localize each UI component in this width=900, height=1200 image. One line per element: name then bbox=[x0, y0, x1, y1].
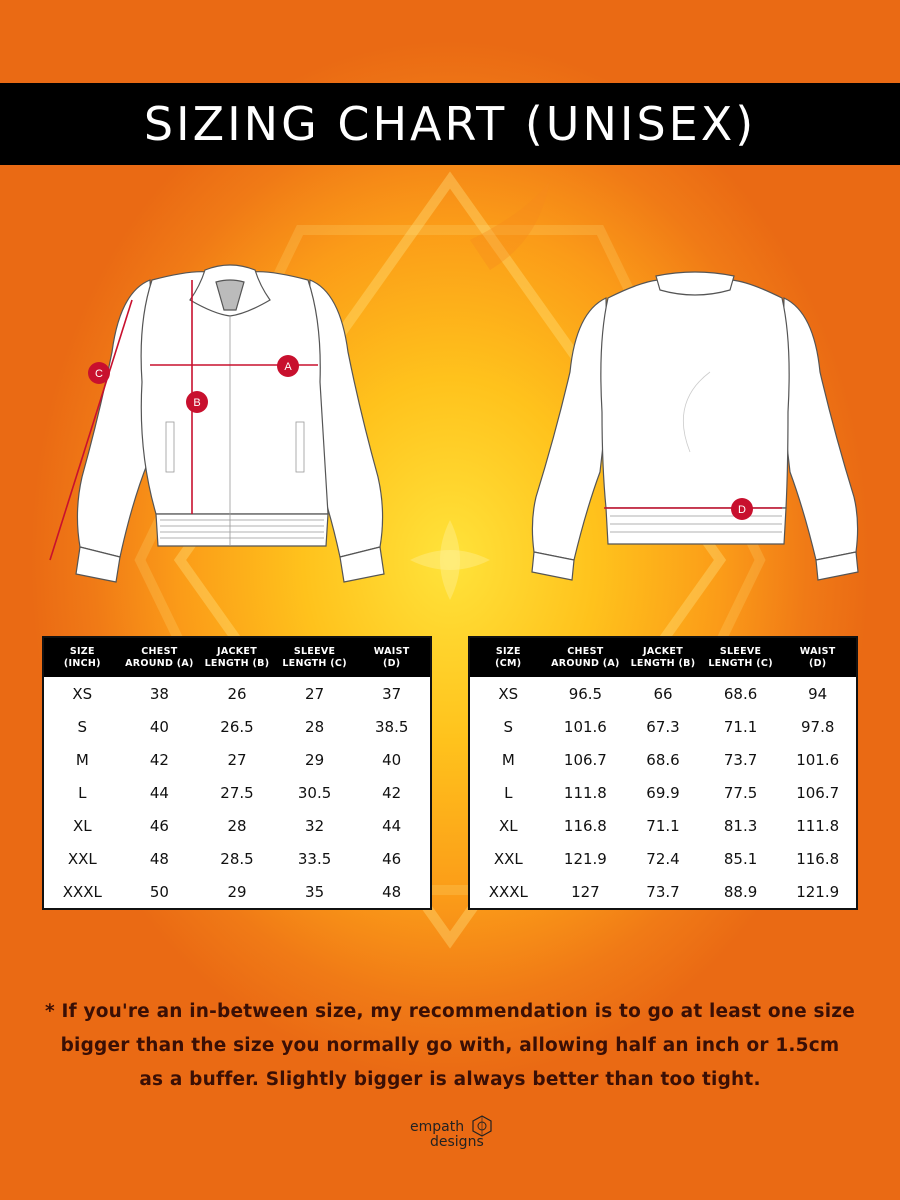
table-row bbox=[43, 710, 431, 743]
cell: S bbox=[503, 717, 514, 736]
svg-text:D: D bbox=[738, 504, 746, 516]
cell: XL bbox=[498, 817, 518, 836]
cell: 116.8 bbox=[796, 850, 840, 869]
table-row bbox=[469, 677, 857, 710]
cell: 48 bbox=[382, 882, 402, 901]
cell: 48 bbox=[149, 850, 169, 869]
svg-text:B: B bbox=[193, 397, 201, 409]
cell: 111.8 bbox=[563, 783, 607, 802]
header-sleeve-length: SLEEVE LENGTH (C) bbox=[276, 637, 354, 677]
cell: XXL bbox=[67, 850, 97, 869]
cell: M bbox=[501, 750, 515, 769]
header-jacket-length: JACKET LENGTH (B) bbox=[624, 637, 702, 677]
brand-name: empath bbox=[410, 1119, 465, 1135]
table-row bbox=[469, 876, 857, 909]
svg-text:C: C bbox=[95, 368, 103, 380]
table-row bbox=[469, 843, 857, 876]
table-row bbox=[469, 776, 857, 809]
cell: 85.1 bbox=[723, 850, 758, 869]
cell: 72.4 bbox=[646, 850, 680, 869]
brand-tagline: designs bbox=[430, 1134, 484, 1150]
cell: 66 bbox=[653, 684, 673, 703]
cell: 97.8 bbox=[800, 717, 835, 736]
cell: 106.7 bbox=[796, 783, 840, 802]
cell: 33.5 bbox=[297, 850, 332, 869]
cell: 40 bbox=[149, 717, 169, 736]
table-row bbox=[43, 876, 431, 909]
note-line: * If you're an in-between size, my recommendation is to go at least one size bbox=[44, 1001, 856, 1022]
cell: XXXL bbox=[488, 882, 528, 901]
cell: 30.5 bbox=[297, 783, 332, 802]
cell: 38 bbox=[149, 684, 169, 703]
table-row bbox=[469, 743, 857, 776]
brand-logo bbox=[408, 1115, 508, 1155]
cell: 46 bbox=[382, 850, 402, 869]
cell: XXXL bbox=[62, 882, 102, 901]
cell: 50 bbox=[149, 882, 169, 901]
cell: XL bbox=[72, 817, 92, 836]
mandala-logo-icon bbox=[471, 1115, 493, 1137]
cell: 29 bbox=[305, 750, 325, 769]
table-row bbox=[469, 810, 857, 843]
marker-a bbox=[277, 355, 299, 377]
sizing-note bbox=[40, 995, 860, 1097]
cell: 29 bbox=[227, 882, 247, 901]
cell: 37 bbox=[382, 684, 402, 703]
front-jacket-illustration bbox=[40, 262, 420, 592]
note-line: as a buffer. Slightly bigger is always better than too tight. bbox=[139, 1069, 761, 1090]
cell: 27 bbox=[227, 750, 247, 769]
cell: 35 bbox=[305, 882, 325, 901]
cell: XS bbox=[498, 684, 519, 703]
cell: L bbox=[78, 783, 87, 802]
header-chest: CHEST AROUND (A) bbox=[547, 637, 625, 677]
header-sleeve-length: SLEEVE LENGTH (C) bbox=[702, 637, 780, 677]
table-row bbox=[43, 743, 431, 776]
table-header-row bbox=[469, 637, 857, 677]
cell: L bbox=[504, 783, 513, 802]
cell: 121.9 bbox=[563, 850, 607, 869]
note-line: bigger than the size you normally go with, allowing half an inch or 1.5cm bbox=[60, 1035, 840, 1056]
table-row bbox=[43, 843, 431, 876]
cell: XS bbox=[72, 684, 93, 703]
cell: 26.5 bbox=[220, 717, 254, 736]
cell: 71.1 bbox=[646, 817, 680, 836]
cell: XXL bbox=[493, 850, 523, 869]
cell: 127 bbox=[571, 882, 600, 901]
cell: 67.3 bbox=[646, 717, 680, 736]
cell: 94 bbox=[808, 684, 828, 703]
cell: 73.7 bbox=[646, 882, 680, 901]
header-size: SIZE (INCH) bbox=[43, 637, 121, 677]
cell: 111.8 bbox=[796, 817, 840, 836]
table-row bbox=[43, 776, 431, 809]
inch-size-table bbox=[42, 636, 432, 910]
table-header-row bbox=[43, 637, 431, 677]
cell: 101.6 bbox=[796, 750, 840, 769]
cell: M bbox=[75, 750, 89, 769]
cell: 68.6 bbox=[723, 684, 758, 703]
cell: 27 bbox=[305, 684, 325, 703]
marker-b bbox=[186, 391, 208, 413]
header-chest: CHEST AROUND (A) bbox=[121, 637, 199, 677]
cell: 101.6 bbox=[563, 717, 607, 736]
marker-c bbox=[88, 362, 110, 384]
svg-text:A: A bbox=[284, 361, 292, 373]
table-row bbox=[469, 710, 857, 743]
header-jacket-length: JACKET LENGTH (B) bbox=[198, 637, 276, 677]
title-banner bbox=[0, 83, 900, 165]
marker-d bbox=[731, 498, 753, 520]
page-title: SIZING CHART (UNISEX) bbox=[143, 97, 757, 151]
cell: 28 bbox=[305, 717, 325, 736]
header-size: SIZE (CM) bbox=[469, 637, 547, 677]
cell: 77.5 bbox=[723, 783, 758, 802]
header-waist: WAIST (D) bbox=[779, 637, 857, 677]
cell: 44 bbox=[382, 817, 402, 836]
cell: 32 bbox=[305, 817, 325, 836]
cell: 42 bbox=[382, 783, 402, 802]
cell: 28 bbox=[227, 817, 247, 836]
cell: 106.7 bbox=[563, 750, 607, 769]
cell: 42 bbox=[149, 750, 169, 769]
cell: 81.3 bbox=[723, 817, 758, 836]
back-jacket-illustration bbox=[520, 262, 870, 592]
table-row bbox=[43, 677, 431, 710]
cell: 73.7 bbox=[723, 750, 758, 769]
table-row bbox=[43, 810, 431, 843]
cm-size-table bbox=[468, 636, 858, 910]
cell: 26 bbox=[227, 684, 247, 703]
cell: 96.5 bbox=[568, 684, 603, 703]
cell: 88.9 bbox=[723, 882, 758, 901]
cell: 44 bbox=[149, 783, 169, 802]
cell: 46 bbox=[149, 817, 169, 836]
cell: S bbox=[77, 717, 88, 736]
cell: 27.5 bbox=[220, 783, 254, 802]
header-waist: WAIST (D) bbox=[353, 637, 431, 677]
cell: 68.6 bbox=[646, 750, 680, 769]
cell: 69.9 bbox=[646, 783, 680, 802]
cell: 40 bbox=[382, 750, 402, 769]
cell: 71.1 bbox=[723, 717, 758, 736]
cell: 121.9 bbox=[796, 882, 840, 901]
cell: 116.8 bbox=[563, 817, 607, 836]
cell: 28.5 bbox=[220, 850, 254, 869]
cell: 38.5 bbox=[374, 717, 409, 736]
